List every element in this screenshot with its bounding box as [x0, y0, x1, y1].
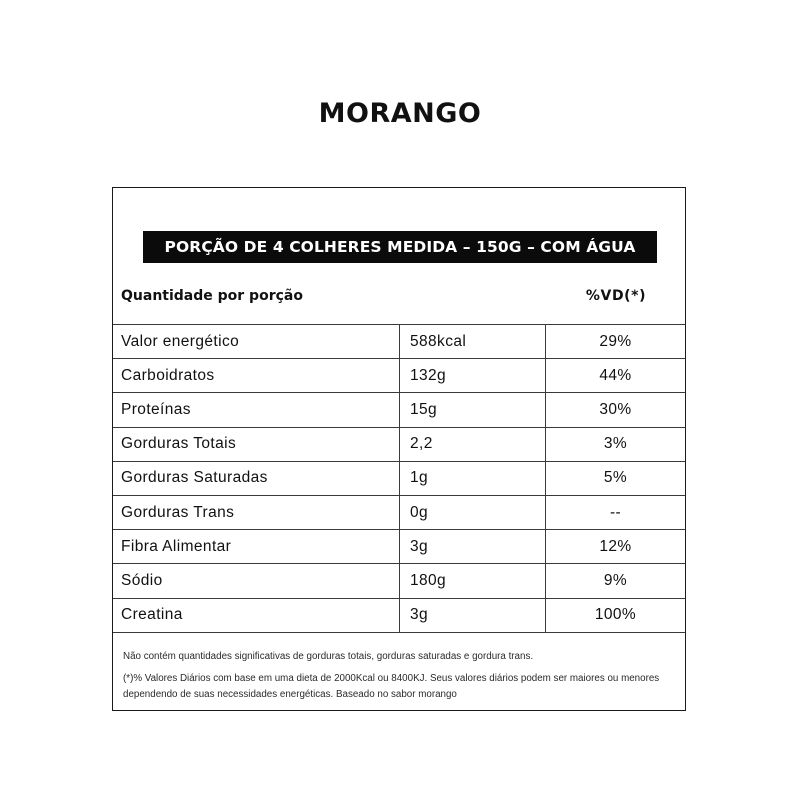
table-row [113, 462, 685, 496]
nutrient-daily-value: 44% [599, 366, 632, 384]
table-row [113, 530, 685, 564]
quantity-per-serving-label: Quantidade por porção [121, 288, 303, 304]
nutrient-name: Proteínas [113, 393, 400, 426]
serving-size-banner: PORÇÃO DE 4 COLHERES MEDIDA – 150G – COM ÁGUA [143, 231, 657, 263]
nutrient-name: Valor energético [113, 325, 400, 358]
nutrient-daily-value: 29% [599, 332, 632, 350]
nutrient-daily-value: 5% [603, 469, 628, 487]
nutrient-name: Carboidratos [113, 359, 400, 392]
table-row [113, 564, 685, 598]
nutrient-daily-value: -- [609, 503, 622, 521]
nutrient-daily-value: 100% [594, 606, 637, 624]
table-row [113, 325, 685, 359]
table-row [113, 393, 685, 427]
footnote-daily-values: (*)% Valores Diários com base em uma dieta de 2000Kcal ou 8400KJ. Seus valores diários podem ser maiores ou menores dependendo de suas necessidades energéticas. Baseado no sabor morango [123, 673, 660, 700]
daily-value-label: %VD(*) [585, 288, 647, 304]
footnotes [123, 649, 679, 703]
nutrient-name: Gorduras Saturadas [113, 462, 400, 495]
table-row [113, 428, 685, 462]
nutrient-daily-value: 12% [599, 537, 632, 555]
nutrient-amount: 180g [400, 564, 546, 597]
nutrition-facts-panel [112, 187, 686, 711]
table-row [113, 496, 685, 530]
nutrient-amount: 2,2 [400, 428, 546, 461]
nutrient-amount: 3g [400, 530, 546, 563]
nutrient-name: Creatina [113, 599, 400, 632]
nutrient-amount: 1g [400, 462, 546, 495]
nutrient-name: Gorduras Trans [113, 496, 400, 529]
nutrient-name: Sódio [113, 564, 400, 597]
nutrient-amount: 3g [400, 599, 546, 632]
nutrition-table [113, 325, 685, 633]
footnote-no-significant-fats: Não contém quantidades significativas de gorduras totais, gorduras saturadas e gordura trans. [123, 651, 534, 662]
nutrient-name: Gorduras Totais [113, 428, 400, 461]
nutrient-name: Fibra Alimentar [113, 530, 400, 563]
nutrient-daily-value: 30% [599, 400, 632, 418]
table-row [113, 359, 685, 393]
table-row [113, 599, 685, 633]
table-header-row [113, 278, 685, 325]
nutrient-daily-value: 9% [603, 571, 628, 589]
nutrient-amount: 132g [400, 359, 546, 392]
nutrient-amount: 0g [400, 496, 546, 529]
nutrient-amount: 588kcal [400, 325, 546, 358]
nutrient-daily-value: 3% [603, 435, 628, 453]
nutrient-amount: 15g [400, 393, 546, 426]
product-title: MORANGO [318, 98, 482, 129]
